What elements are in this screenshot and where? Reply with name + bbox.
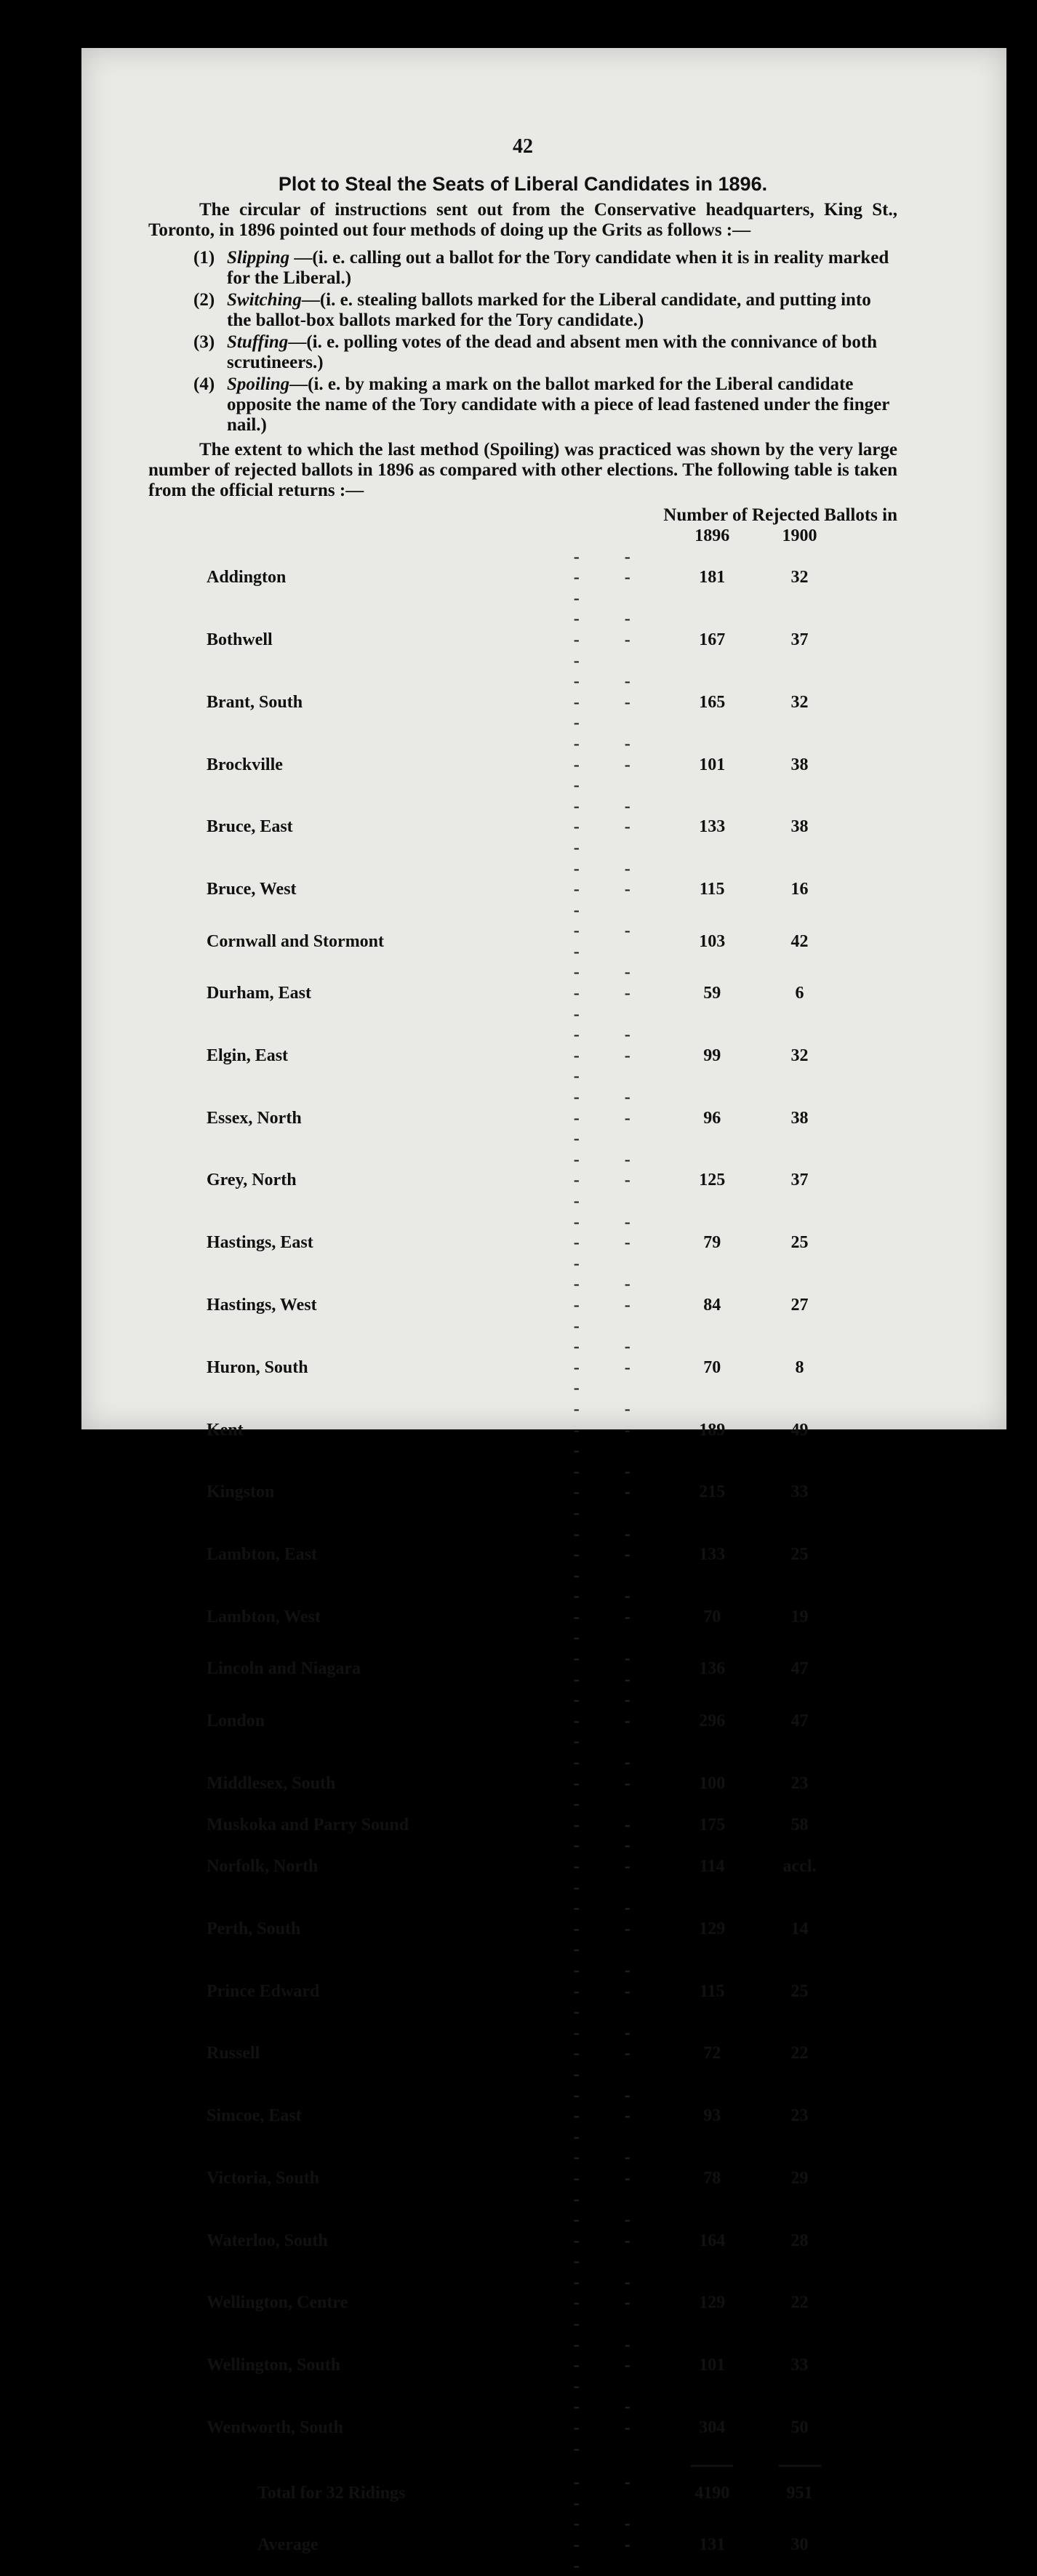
method-term: Stuffing — [227, 332, 289, 352]
table-row — [207, 1336, 846, 1399]
header-dots — [574, 526, 672, 547]
header-1896: 1896 — [694, 526, 730, 545]
table-row — [207, 796, 846, 859]
value-1896: 70 — [703, 1357, 721, 1377]
value-1896: 78 — [703, 2168, 721, 2188]
table-row — [207, 1648, 846, 1690]
average-row — [207, 2513, 846, 2576]
value-1896: 296 — [699, 1711, 726, 1730]
riding-name: Simcoe, East — [207, 2106, 302, 2126]
total-separator-row — [207, 2459, 846, 2472]
value-1900: 33 — [790, 1482, 809, 1502]
riding-name: Kingston — [207, 1482, 275, 1502]
value-1896: 72 — [703, 2044, 721, 2063]
leader-dots: - - - - - — [573, 2272, 651, 2334]
value-1896: 84 — [703, 1295, 721, 1315]
leader-dots: - - - - - — [573, 2085, 651, 2146]
table-row — [207, 1690, 846, 1752]
value-1896: 93 — [703, 2106, 721, 2126]
value-1896: 70 — [703, 1607, 721, 1626]
value-1900: 50 — [790, 2418, 809, 2438]
table-row — [207, 1815, 846, 1836]
value-1900: 37 — [790, 630, 809, 649]
table-row — [207, 1524, 846, 1586]
value-1900: 58 — [790, 1815, 809, 1834]
leader-dots: - - - - - — [573, 1149, 651, 1211]
method-text: —(i. e. by making a mark on the ballot marked for the Liberal candidate opposite the name of the Tory candidate with a piece of lead fastened under the finger nail.) — [227, 374, 889, 435]
value-1896: 96 — [703, 1108, 721, 1128]
table-header-row — [207, 526, 846, 547]
method-item — [193, 248, 897, 289]
value-1896: 100 — [699, 1773, 726, 1793]
riding-name: Grey, North — [207, 1171, 297, 1190]
riding-name: Cornwall and Stormont — [207, 931, 385, 951]
method-term: Slipping — [227, 248, 290, 268]
method-item — [193, 290, 897, 331]
table-row — [207, 547, 846, 609]
leader-dots: - - - - — [573, 1649, 651, 1689]
value-1896: 164 — [699, 2231, 726, 2250]
value-1896: 114 — [699, 1857, 725, 1876]
leader-dots: - - - - - — [573, 2148, 651, 2209]
value-1896: 133 — [699, 817, 726, 837]
leader-dots: - - - - - — [573, 1898, 651, 1959]
leader-dots: - - - - - — [573, 672, 651, 733]
header-riding — [207, 526, 574, 547]
leader-dots: - - - - - — [573, 1753, 651, 1814]
value-1896: 167 — [699, 630, 726, 649]
average-1896: 131 — [699, 2535, 726, 2554]
value-1900: 42 — [790, 931, 809, 951]
table-row — [207, 1586, 846, 1648]
table-row — [207, 1898, 846, 1960]
value-1896: 304 — [699, 2418, 726, 2438]
leader-dots: - - - - - — [573, 2514, 651, 2575]
leader-dots: - - - - - — [573, 2335, 651, 2396]
riding-name: Muskoka and Parry Sound — [207, 1815, 409, 1834]
value-1900: 38 — [790, 817, 809, 837]
table-row — [207, 1149, 846, 1212]
total-rule-1896 — [691, 2465, 733, 2467]
value-1896: 189 — [699, 1420, 726, 1440]
value-1896: 79 — [703, 1233, 721, 1253]
riding-name: Victoria, South — [207, 2168, 320, 2188]
extent-paragraph: The extent to which the last method (Spoiling) was practiced was shown by the very large number of rejected ballots in 1896 as compared with other elections. The following table is taken from the official returns :— — [148, 440, 897, 500]
table-caption: Number of Rejected Ballots in — [663, 505, 897, 525]
table-row — [207, 1274, 846, 1336]
riding-name: Essex, North — [207, 1108, 302, 1128]
value-1896: 101 — [699, 755, 726, 774]
value-1896: 125 — [699, 1171, 726, 1190]
value-1896: 59 — [703, 984, 721, 1003]
table-row — [207, 2272, 846, 2335]
table-row — [207, 2085, 846, 2148]
method-body — [227, 290, 897, 331]
leader-dots: - - - - - — [573, 1088, 651, 1149]
leader-dots: - - - — [573, 2473, 651, 2513]
page-content — [148, 135, 897, 2576]
leader-dots: - - — [573, 1815, 651, 1834]
value-1896: 165 — [699, 692, 726, 712]
riding-name: Russell — [207, 2044, 260, 2063]
riding-name: Brockville — [207, 755, 283, 774]
value-1900: 14 — [790, 1919, 809, 1938]
table-row — [207, 2023, 846, 2085]
table-row — [207, 1461, 846, 1524]
total-1896: 4190 — [694, 2483, 730, 2503]
total-label: Total for 32 Ridings — [257, 2483, 406, 2503]
leader-dots: - - - - - — [573, 1586, 651, 1648]
method-item — [193, 332, 897, 373]
total-1900: 951 — [786, 2483, 813, 2503]
riding-name: Durham, East — [207, 984, 312, 1003]
table-row — [207, 671, 846, 734]
value-1896: 115 — [699, 1981, 725, 2001]
value-1900: 32 — [790, 692, 809, 712]
riding-name: Huron, South — [207, 1357, 308, 1377]
leader-dots: - - - - - — [573, 1960, 651, 2022]
value-1896: 129 — [699, 2293, 726, 2313]
method-term: Spoiling — [227, 374, 290, 394]
table-row — [207, 1087, 846, 1149]
table-row — [207, 1835, 846, 1898]
riding-name: Perth, South — [207, 1919, 301, 1938]
value-1900: 29 — [790, 2168, 809, 2188]
leader-dots: - - - - - — [573, 1337, 651, 1398]
table-row — [207, 2210, 846, 2272]
intro-paragraph: The circular of instructions sent out from the Conservative headquarters, King St., Toronto, in 1896 pointed out four methods of doing up the Grits as follows :— — [148, 200, 897, 240]
method-number: (2) — [193, 290, 215, 310]
value-1900: 37 — [790, 1171, 809, 1190]
value-1896: 129 — [699, 1919, 726, 1938]
value-1900: 22 — [790, 2293, 809, 2313]
table-row — [207, 1024, 846, 1087]
value-1896: 136 — [699, 1659, 726, 1679]
value-1896: 99 — [703, 1046, 721, 1065]
riding-name: Kent — [207, 1420, 244, 1440]
riding-name: Lambton, West — [207, 1607, 321, 1626]
table-row — [207, 1752, 846, 1815]
value-1900: 38 — [790, 1108, 809, 1128]
leader-dots: - - - - - — [573, 1212, 651, 1273]
value-1900: 8 — [795, 1357, 804, 1377]
leader-dots: - - - - - — [573, 609, 651, 670]
leader-dots: - - - - - — [573, 1275, 651, 1336]
header-1900: 1900 — [782, 526, 817, 545]
leader-dots: - - - - - — [573, 2210, 651, 2271]
page-number: 42 — [513, 135, 533, 158]
page-title: Plot to Steal the Seats of Liberal Candidates in 1896. — [278, 173, 768, 195]
value-1900: accl. — [782, 1857, 817, 1876]
value-1900: 25 — [790, 1981, 809, 2001]
riding-name: Norfolk, North — [207, 1857, 319, 1876]
riding-name: Hastings, West — [207, 1295, 317, 1315]
value-1900: 23 — [790, 2106, 809, 2126]
table-row — [207, 609, 846, 671]
value-1900: 38 — [790, 755, 809, 774]
riding-name: Lincoln and Niagara — [207, 1659, 361, 1679]
method-number: (4) — [193, 374, 215, 394]
value-1896: 103 — [699, 931, 726, 951]
method-number: (3) — [193, 332, 215, 352]
value-1900: 47 — [790, 1711, 809, 1730]
leader-dots: - - - - - — [573, 2397, 651, 2458]
value-1896: 181 — [699, 568, 726, 587]
leader-dots: - - - - - — [573, 859, 651, 920]
riding-name: Lambton, East — [207, 1545, 318, 1565]
method-text: —(i. e. calling out a ballot for the Tory candidate when it is in reality marked for the Liberal.) — [227, 248, 889, 288]
value-1900: 22 — [790, 2044, 809, 2063]
riding-name: Addington — [207, 568, 287, 587]
leader-dots: - - - - - — [573, 1461, 651, 1522]
value-1900: 32 — [790, 1046, 809, 1065]
average-label: Average — [257, 2535, 319, 2554]
value-1900: 27 — [790, 1295, 809, 1315]
value-1896: 101 — [699, 2356, 726, 2375]
methods-list — [148, 248, 897, 436]
method-body — [227, 374, 897, 436]
leader-dots: - - - - - — [573, 1690, 651, 1752]
riding-name: Wellington, South — [207, 2356, 341, 2375]
value-1896: 115 — [699, 880, 725, 899]
table-row — [207, 859, 846, 921]
value-1900: 49 — [790, 1420, 809, 1440]
total-row — [207, 2472, 846, 2513]
method-body — [227, 332, 897, 373]
riding-name: London — [207, 1711, 265, 1730]
leader-dots: - - - — [573, 921, 651, 961]
leader-dots: - - - - - — [573, 1836, 651, 1897]
leader-dots: - - - - - — [573, 1399, 651, 1461]
average-1900: 30 — [790, 2535, 809, 2554]
leader-dots: - - - - - — [573, 796, 651, 857]
table-row — [207, 962, 846, 1024]
table-row — [207, 2396, 846, 2459]
value-1900: 28 — [790, 2231, 809, 2250]
method-number: (1) — [193, 248, 215, 268]
riding-name: Prince Edward — [207, 1981, 320, 2001]
table-row — [207, 1960, 846, 2023]
leader-dots: - - - - - — [573, 1524, 651, 1585]
riding-name: Brant, South — [207, 692, 303, 712]
value-1900: 32 — [790, 568, 809, 587]
value-1900: 6 — [795, 984, 804, 1003]
riding-name: Bothwell — [207, 630, 273, 649]
leader-dots: - - - - - — [573, 547, 651, 608]
value-1900: 25 — [790, 1545, 809, 1565]
value-1900: 19 — [790, 1607, 809, 1626]
riding-name: Wentworth, South — [207, 2418, 344, 2438]
value-1900: 25 — [790, 1233, 809, 1253]
total-rule-1900 — [779, 2465, 821, 2467]
riding-name: Bruce, West — [207, 880, 297, 899]
leader-dots: - - - - - — [573, 1025, 651, 1086]
table-row — [207, 1212, 846, 1275]
riding-name: Elgin, East — [207, 1046, 289, 1065]
value-1900: 23 — [790, 1773, 809, 1793]
table-row — [207, 920, 846, 962]
method-term: Switching — [227, 290, 302, 310]
riding-name: Waterloo, South — [207, 2231, 328, 2250]
method-item — [193, 374, 897, 436]
leader-dots: - - - - - — [573, 963, 651, 1024]
table-row — [207, 2147, 846, 2210]
table-row — [207, 734, 846, 796]
value-1896: 215 — [699, 1482, 726, 1502]
value-1900: 33 — [790, 2356, 809, 2375]
riding-name: Middlesex, South — [207, 1773, 336, 1793]
riding-name: Wellington, Centre — [207, 2293, 348, 2313]
method-text: —(i. e. stealing ballots marked for the Liberal candidate, and putting into the ballot-box ballots marked for the Tory candidate.) — [227, 290, 871, 330]
method-body — [227, 248, 897, 289]
value-1896: 133 — [699, 1545, 726, 1565]
table-row — [207, 1399, 846, 1461]
value-1900: 47 — [790, 1659, 809, 1679]
value-1896: 175 — [699, 1815, 726, 1834]
riding-name: Bruce, East — [207, 817, 293, 837]
value-1900: 16 — [790, 880, 809, 899]
method-text: —(i. e. polling votes of the dead and absent men with the connivance of both scrutineers.) — [227, 332, 878, 372]
leader-dots: - - - - - — [573, 2023, 651, 2084]
table-row — [207, 2335, 846, 2397]
scanned-page — [81, 48, 1006, 2575]
rejected-ballots-table — [207, 526, 846, 2576]
leader-dots: - - - - - — [573, 734, 651, 795]
riding-name: Hastings, East — [207, 1233, 313, 1253]
